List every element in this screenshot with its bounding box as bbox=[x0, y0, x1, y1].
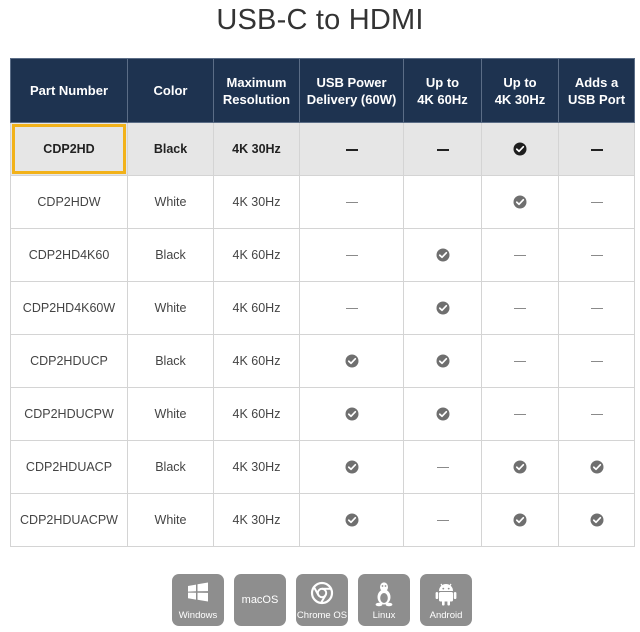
os-badge-macos bbox=[234, 574, 286, 626]
cell-4k-30hz bbox=[482, 388, 559, 441]
os-badge-android bbox=[420, 574, 472, 626]
cell-color: White bbox=[128, 494, 214, 547]
table-row[interactable] bbox=[11, 176, 635, 229]
cell-part-number[interactable]: CDP2HDUCP bbox=[11, 335, 128, 388]
cell-adds-usb-port bbox=[559, 441, 635, 494]
cell-part-number[interactable]: CDP2HD4K60 bbox=[11, 229, 128, 282]
check-icon bbox=[345, 513, 359, 527]
cell-color: White bbox=[128, 282, 214, 335]
dash-icon bbox=[591, 308, 603, 310]
os-badge-chrome-os bbox=[296, 574, 348, 626]
os-badge-windows bbox=[172, 574, 224, 626]
cell-max-resolution: 4K 30Hz bbox=[214, 123, 300, 176]
cell-adds-usb-port bbox=[559, 335, 635, 388]
cell-adds-usb-port bbox=[559, 123, 635, 176]
os-label: Linux bbox=[372, 610, 396, 621]
cell-part-number[interactable]: CDP2HDUCPW bbox=[11, 388, 128, 441]
check-icon bbox=[590, 513, 604, 527]
os-label: macOS bbox=[241, 594, 279, 606]
table-row[interactable] bbox=[11, 229, 635, 282]
cell-usb-power-delivery bbox=[300, 494, 404, 547]
dash-icon bbox=[346, 202, 358, 204]
cell-color: Black bbox=[128, 335, 214, 388]
check-icon bbox=[590, 460, 604, 474]
cell-4k-30hz bbox=[482, 441, 559, 494]
dash-icon bbox=[591, 361, 603, 363]
cell-max-resolution: 4K 30Hz bbox=[214, 494, 300, 547]
check-icon bbox=[436, 248, 450, 262]
check-icon bbox=[513, 460, 527, 474]
dash-icon bbox=[591, 414, 603, 416]
table-row[interactable] bbox=[11, 282, 635, 335]
cell-4k-60hz bbox=[404, 176, 482, 229]
cell-usb-power-delivery bbox=[300, 123, 404, 176]
dash-icon bbox=[437, 467, 449, 469]
check-icon bbox=[345, 407, 359, 421]
cell-color: Black bbox=[128, 123, 214, 176]
windows-icon bbox=[186, 581, 210, 603]
cell-part-number[interactable]: CDP2HD4K60W bbox=[11, 282, 128, 335]
os-compatibility-badges bbox=[172, 574, 472, 626]
dash-icon bbox=[514, 308, 526, 310]
os-label: Windows bbox=[178, 610, 218, 621]
dash-icon bbox=[437, 149, 449, 151]
check-icon bbox=[436, 354, 450, 368]
cell-part-number[interactable]: CDP2HD bbox=[11, 123, 128, 176]
table-row[interactable] bbox=[11, 441, 635, 494]
cell-4k-60hz bbox=[404, 494, 482, 547]
cell-max-resolution: 4K 30Hz bbox=[214, 176, 300, 229]
cell-max-resolution: 4K 60Hz bbox=[214, 335, 300, 388]
os-label: Chrome OS bbox=[296, 610, 348, 621]
dash-icon bbox=[591, 255, 603, 257]
dash-icon bbox=[346, 149, 358, 151]
dash-icon bbox=[514, 255, 526, 257]
check-icon bbox=[436, 407, 450, 421]
cell-max-resolution: 4K 60Hz bbox=[214, 229, 300, 282]
dash-icon bbox=[346, 308, 358, 310]
os-badge-linux bbox=[358, 574, 410, 626]
cell-adds-usb-port bbox=[559, 282, 635, 335]
cell-adds-usb-port bbox=[559, 494, 635, 547]
cell-4k-30hz bbox=[482, 494, 559, 547]
header-4k-30hz[interactable]: Up to 4K 30Hz bbox=[482, 59, 559, 123]
header-4k-60hz[interactable]: Up to 4K 60Hz bbox=[404, 59, 482, 123]
dash-icon bbox=[591, 202, 603, 204]
cell-usb-power-delivery bbox=[300, 441, 404, 494]
cell-4k-60hz bbox=[404, 229, 482, 282]
cell-4k-60hz bbox=[404, 388, 482, 441]
cell-usb-power-delivery bbox=[300, 282, 404, 335]
cell-4k-30hz bbox=[482, 123, 559, 176]
cell-4k-60hz bbox=[404, 123, 482, 176]
table-header-row bbox=[11, 59, 635, 123]
cell-4k-30hz bbox=[482, 176, 559, 229]
cell-adds-usb-port bbox=[559, 229, 635, 282]
header-max-resolution[interactable]: Maximum Resolution bbox=[214, 59, 300, 123]
check-icon bbox=[436, 301, 450, 315]
dash-icon bbox=[514, 414, 526, 416]
cell-max-resolution: 4K 60Hz bbox=[214, 282, 300, 335]
cell-max-resolution: 4K 60Hz bbox=[214, 388, 300, 441]
table-row[interactable] bbox=[11, 494, 635, 547]
cell-4k-60hz bbox=[404, 282, 482, 335]
cell-4k-60hz bbox=[404, 441, 482, 494]
cell-4k-30hz bbox=[482, 229, 559, 282]
cell-usb-power-delivery bbox=[300, 176, 404, 229]
cell-usb-power-delivery bbox=[300, 229, 404, 282]
cell-part-number[interactable]: CDP2HDUACPW bbox=[11, 494, 128, 547]
table-row[interactable] bbox=[11, 335, 635, 388]
cell-4k-30hz bbox=[482, 335, 559, 388]
cell-part-number[interactable]: CDP2HDUACP bbox=[11, 441, 128, 494]
cell-color: White bbox=[128, 176, 214, 229]
header-usb-power-delivery[interactable]: USB Power Delivery (60W) bbox=[300, 59, 404, 123]
comparison-table bbox=[10, 58, 635, 547]
cell-usb-power-delivery bbox=[300, 335, 404, 388]
check-icon bbox=[345, 460, 359, 474]
cell-4k-30hz bbox=[482, 282, 559, 335]
cell-4k-60hz bbox=[404, 335, 482, 388]
check-icon bbox=[345, 354, 359, 368]
os-label: Android bbox=[429, 610, 463, 621]
cell-max-resolution: 4K 30Hz bbox=[214, 441, 300, 494]
dash-icon bbox=[346, 255, 358, 257]
cell-adds-usb-port bbox=[559, 176, 635, 229]
header-adds-usb-port[interactable]: Adds a USB Port bbox=[559, 59, 635, 123]
check-icon bbox=[513, 142, 527, 156]
chrome-icon bbox=[310, 581, 334, 605]
table-row[interactable] bbox=[11, 388, 635, 441]
check-icon bbox=[513, 513, 527, 527]
table-row-selected[interactable] bbox=[11, 123, 635, 176]
cell-color: Black bbox=[128, 441, 214, 494]
dash-icon bbox=[514, 361, 526, 363]
header-color[interactable]: Color bbox=[128, 59, 214, 123]
page-title: USB-C to HDMI bbox=[216, 4, 424, 36]
linux-icon bbox=[373, 581, 395, 607]
cell-color: Black bbox=[128, 229, 214, 282]
cell-color: White bbox=[128, 388, 214, 441]
header-part-number[interactable]: Part Number bbox=[11, 59, 128, 123]
cell-usb-power-delivery bbox=[300, 388, 404, 441]
android-icon bbox=[434, 581, 458, 607]
check-icon bbox=[513, 195, 527, 209]
cell-part-number[interactable]: CDP2HDW bbox=[11, 176, 128, 229]
cell-adds-usb-port bbox=[559, 388, 635, 441]
dash-icon bbox=[437, 520, 449, 522]
dash-icon bbox=[591, 149, 603, 151]
